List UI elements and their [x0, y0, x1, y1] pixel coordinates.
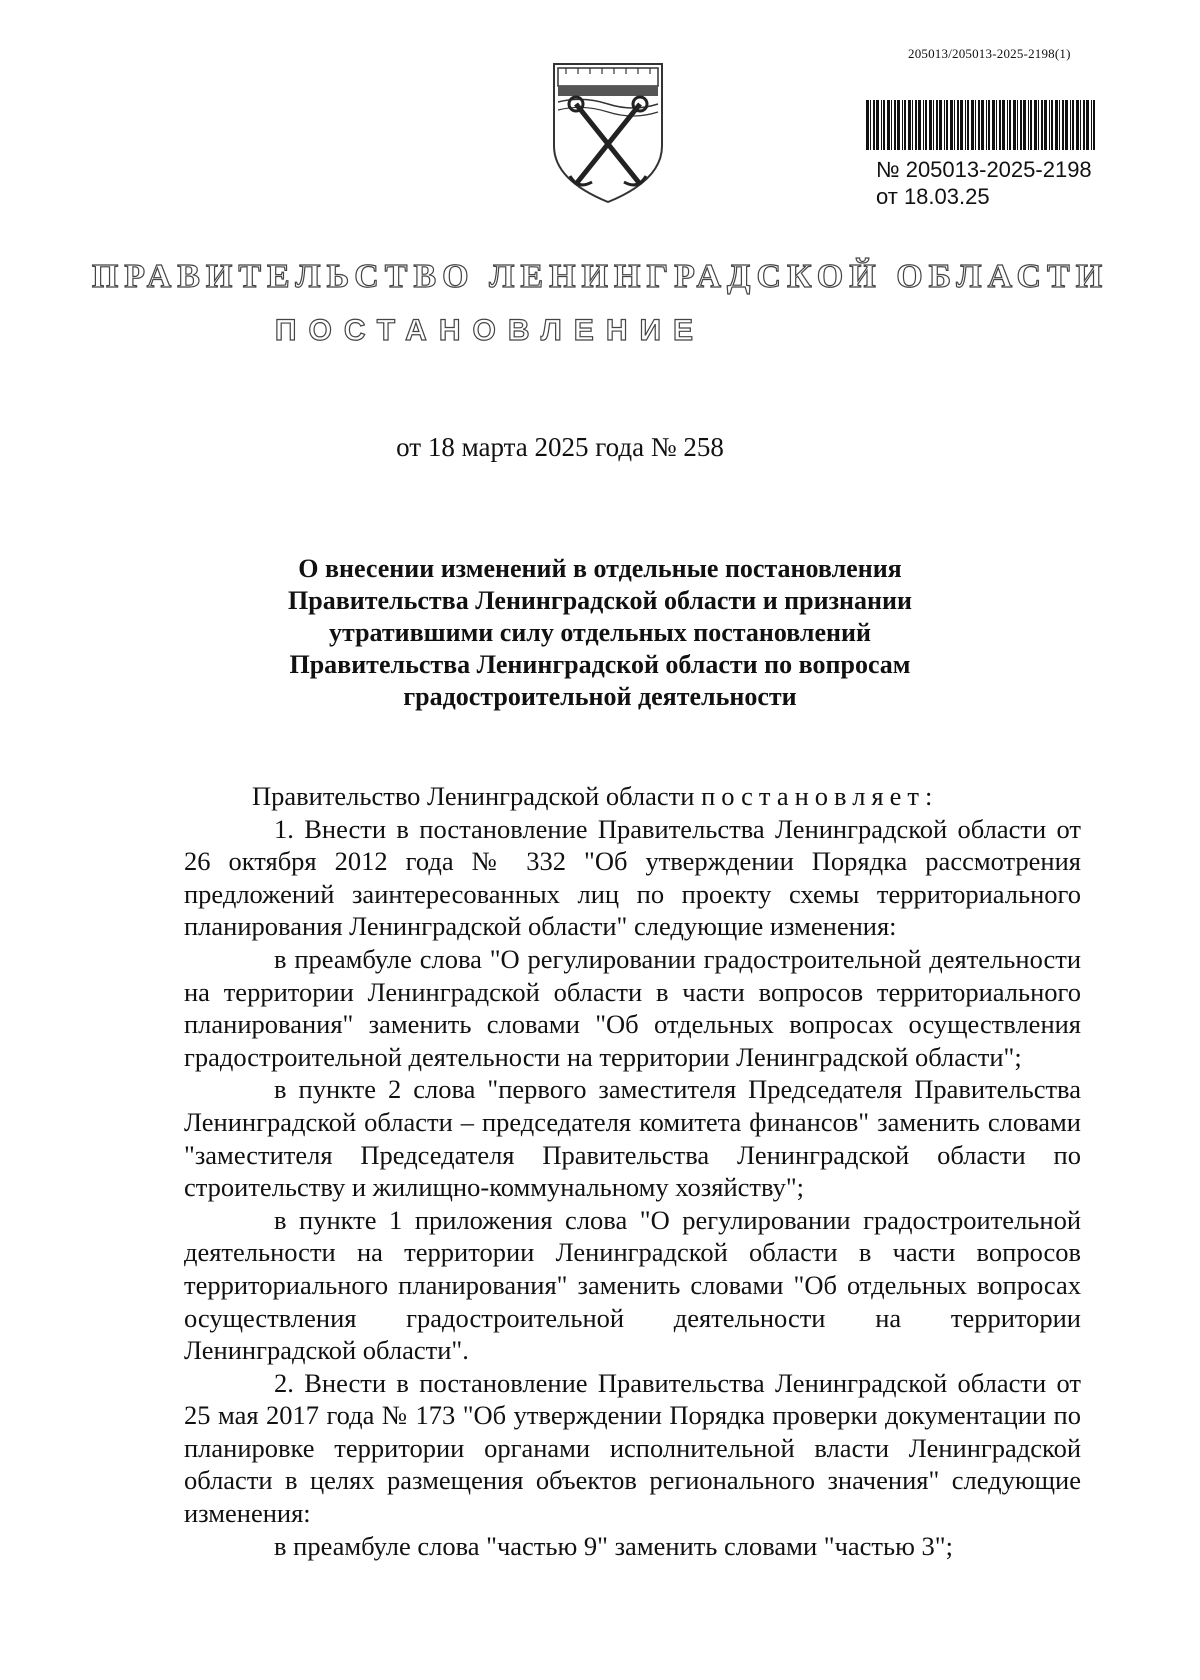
paragraph-3: в пункте 2 слова "первого заместителя Председателя Правительства Ленинградской области – председателя комитета финансов" заменить словами "заместителя Председателя Правительства Ленинградской области по строительству и жилищно-коммунальному хозяйству"; — [184, 1074, 1081, 1203]
paragraph-4: в пункте 1 приложения слова "О регулировании градостроительной деятельности на территории Ленинградской области в части вопросов территориального планирования" заменить словами "Об отдельных вопросах осуществления градостроительной деятельности на территории Ленинградской области". — [184, 1204, 1081, 1366]
coat-of-arms-emblem — [548, 58, 668, 206]
preamble-text: Правительство Ленинградской области — [252, 781, 695, 811]
government-title: ПРАВИТЕЛЬСТВО ЛЕНИНГРАДСКОЙ ОБЛАСТИ — [91, 258, 1109, 295]
paragraph-5: 2. Внести в постановление Правительства Ленинградской области от 25 мая 2017 года № 173 "Об утверждении Порядка проверки документации по планировке территории органами исполнительной власти Ленинградской области в целях размещения объектов регионального значения" следующие изменения: — [184, 1367, 1081, 1529]
decree-title: ПОСТАНОВЛЕНИЕ — [274, 314, 706, 347]
registration-number: № 205013-2025-2198 — [876, 157, 1092, 182]
registry-code: 205013/205013-2025-2198(1) — [908, 46, 1071, 61]
preamble-paragraph — [184, 780, 1081, 813]
registration-date: от 18.03.25 — [876, 184, 990, 209]
subject-line: утратившими силу отдельных постановлений — [328, 618, 871, 647]
subject-line: градостроительной деятельности — [403, 682, 797, 711]
barcode — [864, 100, 1100, 150]
registration-stamp — [876, 156, 1092, 210]
subject-line: Правительства Ленинградской области по вопросам — [289, 650, 911, 679]
decree-subject — [230, 553, 970, 713]
paragraph-6: в преамбуле слова "частью 9" заменить словами "частью 3"; — [274, 1530, 953, 1561]
paragraph-1: 1. Внести в постановление Правительства Ленинградской области от 26 октября 2012 года № 332 "Об утверждении Порядка рассмотрения предложений заинтересованных лиц по проекту схемы территориального планирования Ленинградской области" следующие изменения: — [184, 813, 1081, 942]
decree-date-number: от 18 марта 2025 года № 258 — [396, 432, 724, 462]
subject-line: О внесении изменений в отдельные постановления — [298, 554, 902, 583]
decree-body — [184, 780, 1081, 1562]
preamble-verb: постановляет: — [701, 781, 939, 811]
paragraph-2: в преамбуле слова "О регулировании градостроительной деятельности на территории Ленинградской области в части вопросов территориального планирования" заменить словами "Об отдельных вопросах осуществления градостроительной деятельности на территории Ленинградской области"; — [184, 943, 1081, 1072]
subject-line: Правительства Ленинградской области и признании — [288, 586, 912, 615]
